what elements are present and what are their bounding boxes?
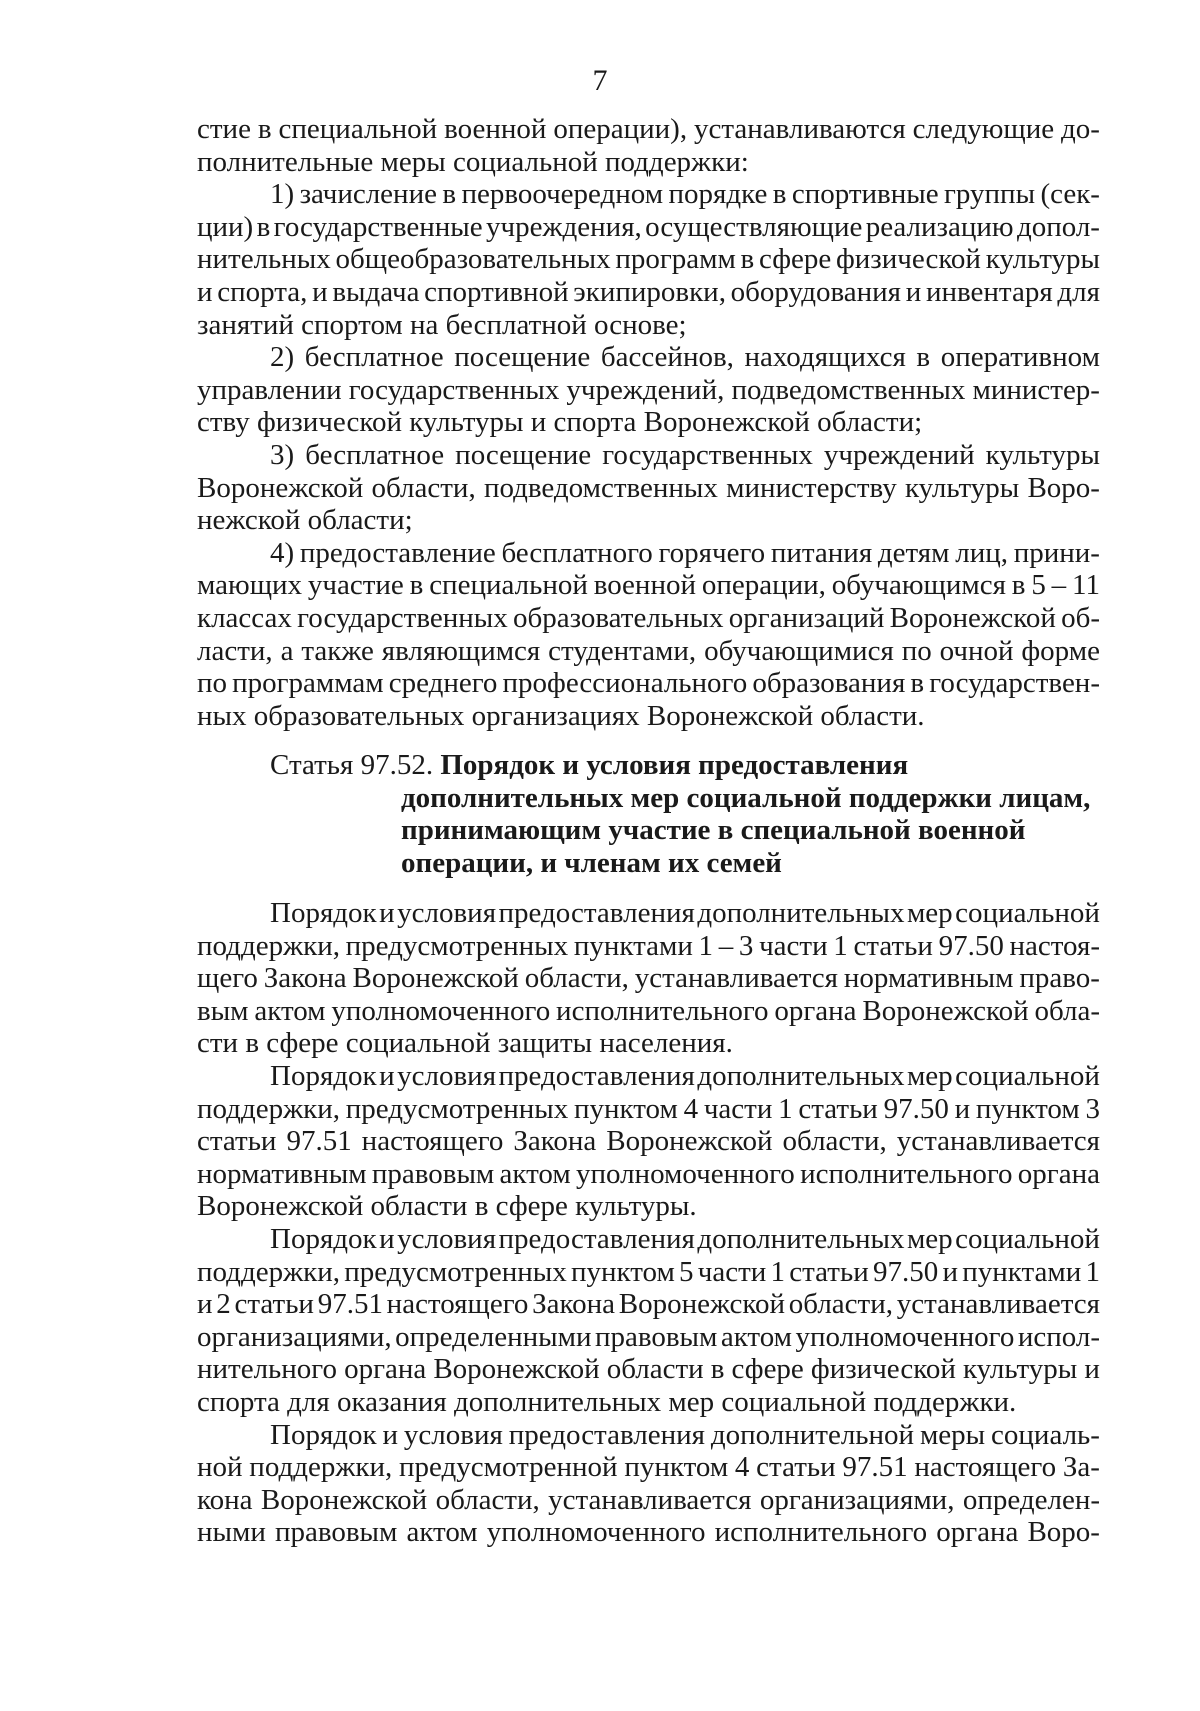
text-line: мающих участие в специальной военной операции, обучающимся в 5 – 11 bbox=[197, 569, 1100, 602]
paragraph bbox=[197, 537, 1100, 733]
article-heading-row bbox=[270, 749, 1100, 782]
text-line: управлении государственных учреждений, подведомственных министер- bbox=[197, 373, 1100, 406]
text-line: Порядок и условия предоставления дополнительных мер социальной bbox=[270, 897, 1100, 929]
text-line: Порядок и условия предоставления дополнительных мер социальной bbox=[270, 1059, 1100, 1092]
text-line: поддержки, предусмотренных пунктом 5 части 1 статьи 97.50 и пунктами 1 bbox=[197, 1255, 1100, 1288]
article-heading bbox=[270, 749, 1100, 879]
article-heading-row bbox=[270, 814, 1100, 847]
text-line: нительного органа Воронежской области в сфере физической культуры и bbox=[197, 1353, 1100, 1386]
text-line: по программам среднего профессионального образования в государствен- bbox=[197, 667, 1100, 700]
text-line: Порядок и условия предоставления дополнительных мер социальной bbox=[270, 1222, 1100, 1255]
text-line: 3) бесплатное посещение государственных учреждений культуры bbox=[270, 438, 1100, 471]
text-line: ной поддержки, предусмотренной пунктом 4 статьи 97.51 настоящего За- bbox=[197, 1451, 1100, 1484]
article-heading-row bbox=[270, 782, 1100, 815]
text-line: нежской области; bbox=[197, 504, 413, 537]
text-line: ными правовым актом уполномоченного исполнительного органа Воро- bbox=[197, 1516, 1100, 1549]
paragraph bbox=[197, 178, 1100, 341]
text-line: поддержки, предусмотренных пунктами 1 – 3 части 1 статьи 97.50 настоя- bbox=[197, 929, 1100, 962]
article-title-line: принимающим участие в специальной военной bbox=[401, 814, 1026, 847]
text-line: ласти, а также являющимся студентами, обучающимися по очной форме bbox=[197, 634, 1100, 667]
text-line: кона Воронежской области, устанавливается организациями, определен- bbox=[197, 1483, 1100, 1516]
paragraph bbox=[197, 439, 1100, 537]
text-line: Воронежской области в сфере культуры. bbox=[197, 1190, 697, 1223]
text-line: занятий спортом на бесплатной основе; bbox=[197, 308, 687, 341]
text-line: классах государственных образовательных организаций Воронежской об- bbox=[197, 601, 1100, 634]
text-line: и 2 статьи 97.51 настоящего Закона Воронежской области, устанавливается bbox=[197, 1288, 1100, 1321]
text-line: сти в сфере социальной защиты населения. bbox=[197, 1027, 733, 1060]
text-line: полнительные меры социальной поддержки: bbox=[197, 145, 749, 178]
article-heading-row bbox=[270, 847, 1100, 880]
text-line: и спорта, и выдача спортивной экипировки, оборудования и инвентаря для bbox=[197, 275, 1100, 308]
text-line: 1) зачисление в первоочередном порядке в спортивные группы (сек- bbox=[270, 178, 1100, 211]
text-line: 4) предоставление бесплатного горячего питания детям лиц, прини- bbox=[270, 536, 1100, 569]
text-line: вым актом уполномоченного исполнительного органа Воронежской обла- bbox=[197, 994, 1100, 1027]
text-line: Воронежской области, подведомственных министерству культуры Воро- bbox=[197, 471, 1100, 504]
text-line: нормативным правовым актом уполномоченного исполнительного органа bbox=[197, 1157, 1100, 1190]
paragraph bbox=[197, 1223, 1100, 1419]
text-line: нительных общеобразовательных программ в сфере физической культуры bbox=[197, 243, 1100, 276]
text-line: ству физической культуры и спорта Воронежской области; bbox=[197, 406, 923, 439]
article-number: Статья 97.52. bbox=[270, 749, 441, 781]
text-line: статьи 97.51 настоящего Закона Воронежской области, устанавливается bbox=[197, 1125, 1100, 1158]
article-title-line: операции, и членам их семей bbox=[401, 846, 782, 879]
body-text-block-2 bbox=[197, 897, 1100, 1549]
paragraph bbox=[197, 341, 1100, 439]
text-line: поддержки, предусмотренных пунктом 4 части 1 статьи 97.50 и пунктом 3 bbox=[197, 1092, 1100, 1125]
text-line: организациями, определенными правовым актом уполномоченного испол- bbox=[197, 1320, 1100, 1353]
text-line: ных образовательных организациях Воронежской области. bbox=[197, 699, 925, 732]
paragraph bbox=[197, 1419, 1100, 1549]
text-line: спорта для оказания дополнительных мер социальной поддержки. bbox=[197, 1385, 1017, 1418]
text-line: Порядок и условия предоставления дополнительной меры социаль- bbox=[270, 1418, 1100, 1451]
text-line: стие в специальной военной операции), устанавливаются следующие до- bbox=[197, 113, 1100, 145]
article-title-line: Порядок и условия предоставления bbox=[440, 749, 909, 781]
text-line: ции) в государственные учреждения, осуществляющие реализацию допол- bbox=[197, 210, 1100, 243]
body-text-block-1 bbox=[197, 113, 1100, 732]
text-line: щего Закона Воронежской области, устанавливается нормативным право- bbox=[197, 962, 1100, 995]
page-number: 7 bbox=[592, 64, 608, 97]
text-line: 2) бесплатное посещение бассейнов, находящихся в оперативном bbox=[270, 341, 1100, 374]
paragraph bbox=[197, 897, 1100, 1060]
paragraph bbox=[197, 1060, 1100, 1223]
article-title-line: дополнительных мер социальной поддержки лицам, bbox=[401, 781, 1091, 814]
paragraph bbox=[197, 113, 1100, 178]
